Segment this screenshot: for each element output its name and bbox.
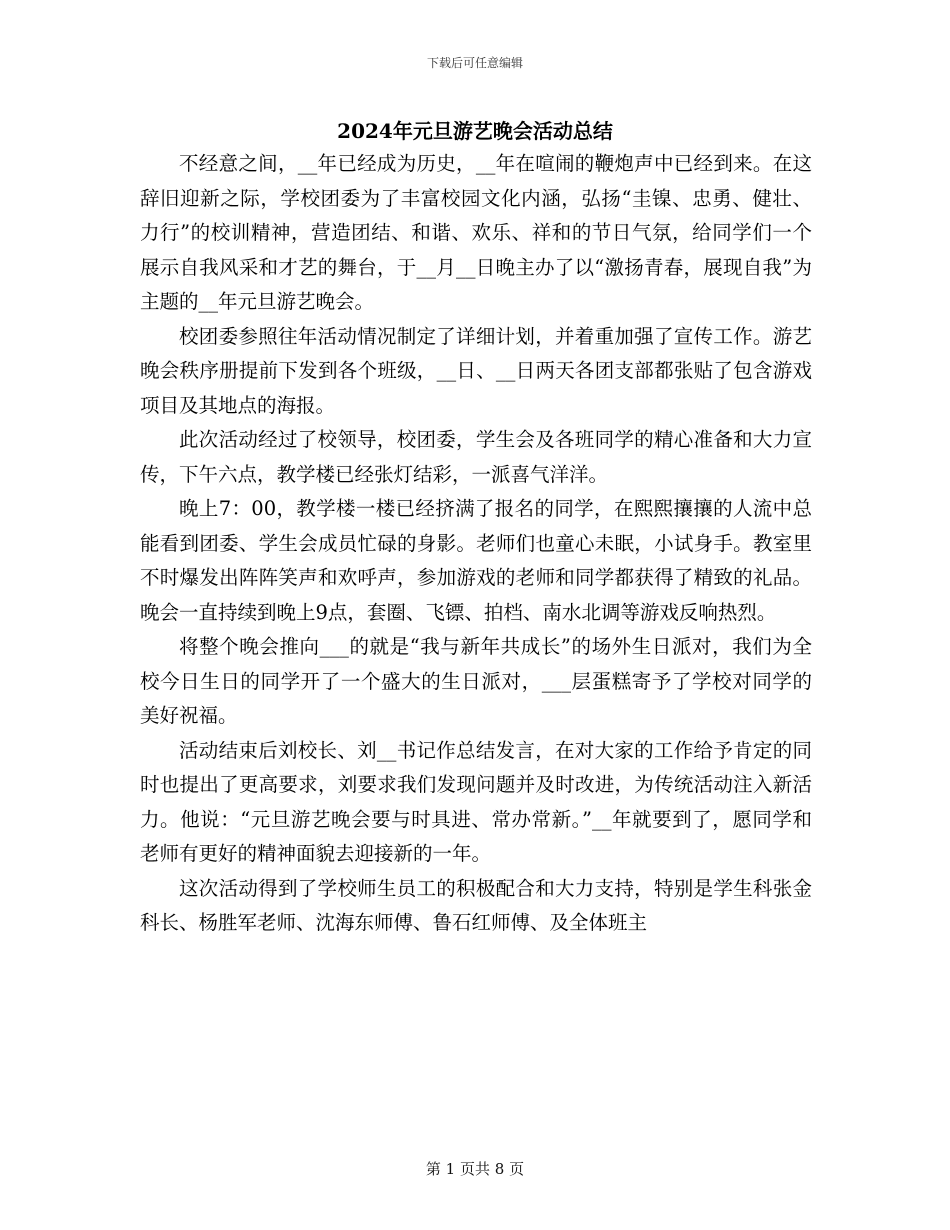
paragraph: 活动结束后刘校长、刘__书记作总结发言，在对大家的工作给予肯定的同时也提出了更高要求，刘要求我们发现问题并及时改进，为传统活动注入新活力。他说：“元旦游艺晚会要与时具进、常办常新。”__年就要到了，愿同学和老师有更好的精神面貌去迎接新的一年。 <box>140 738 812 865</box>
page-header: 下载后可任意编辑 <box>426 56 523 70</box>
document-title: 2024年元旦游艺晚会活动总结 <box>337 119 613 143</box>
document-body <box>140 147 812 941</box>
paragraph: 不经意之间，__年已经成为历史，__年在喧闹的鞭炮声中已经到来。在这辞旧迎新之际，学校团委为了丰富校园文化内涵，弘扬“圭镍、忠勇、健壮、力行”的校训精神，营造团结、和谐、欢乐、祥和的节日气氛，给同学们一个展示自我风采和才艺的舞台，于__月__日晚主办了以“激扬青春，展现自我”为主题的__年元旦游艺晚会。 <box>140 152 812 313</box>
paragraph: 这次活动得到了学校师生员工的积极配合和大力支持，特别是学生科张金科长、杨胜军老师、沈海东师傅、鲁石红师傅、及全体班主 <box>140 876 812 934</box>
paragraph: 晚上7：00，教学楼一楼已经挤满了报名的同学，在熙熙攘攘的人流中总能看到团委、学生会成员忙碌的身影。老师们也童心未眠，小试身手。教室里不时爆发出阵阵笑声和欢呼声，参加游戏的老师和同学都获得了精致的礼品。晚会一直持续到晚上9点，套圈、飞镖、拍档、南水北调等游戏反响热烈。 <box>140 497 812 624</box>
paragraph: 将整个晚会推向___的就是“我与新年共成长”的场外生日派对，我们为全校今日生日的同学开了一个盛大的生日派对，___层蛋糕寄予了学校对同学的美好祝福。 <box>140 635 812 727</box>
paragraph: 校团委参照往年活动情况制定了详细计划，并着重加强了宣传工作。游艺晚会秩序册提前下发到各个班级，__日、__日两天各团支部都张贴了包含游戏项目及其地点的海报。 <box>140 324 812 417</box>
page-footer: 第 1 页共 8 页 <box>425 1160 525 1178</box>
paragraph: 此次活动经过了校领导，校团委，学生会及各班同学的精心准备和大力宣传，下午六点，教学楼已经张灯结彩，一派喜气洋洋。 <box>140 428 812 486</box>
